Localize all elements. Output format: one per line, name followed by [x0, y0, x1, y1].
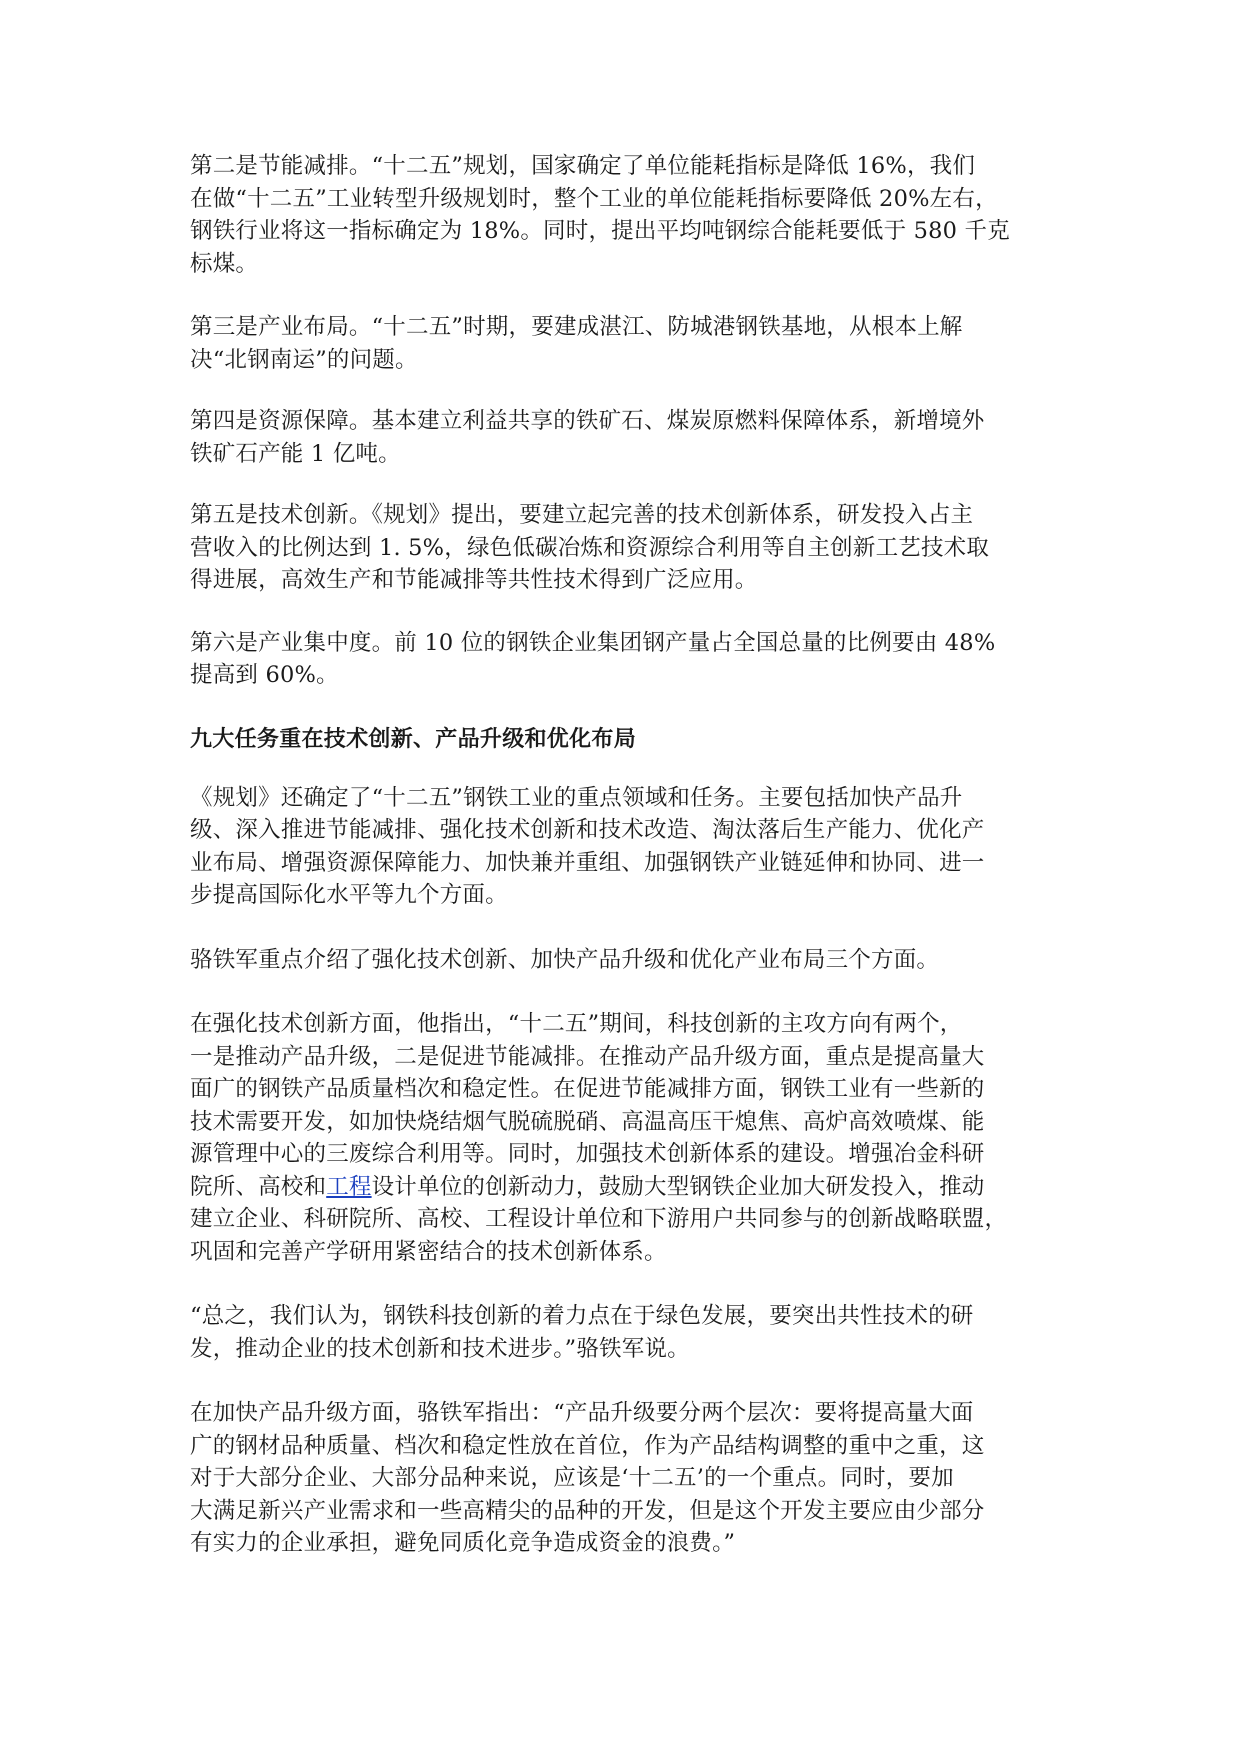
paragraph-tech-innovation-detail: [190, 1008, 1070, 1268]
paragraph-product-upgrade: 在加快产品升级方面，骆铁军指出：“产品升级要分两个层次：要将提高量大面 广的钢材品种质量、档次和稳定性放在首位，作为产品结构调整的重中之重，这 对于大部分企业、大部分品种来说，应该是‘十二五’的一个重点。同时，要加 大满足新兴产业需求和一些高精尖的品种的开发，但是这个开发主要应由少部分 有实力的企业承担，避免同质化竞争造成资金的浪费。”: [190, 1400, 985, 1556]
paragraph-text-after-link: 设计单位的创新动力，鼓励大型钢铁企业加大研发投入，推动 建立企业、科研院所、高校、工程设计单位和下游用户共同参与的创新战略联盟， 巩固和完善产学研用紧密结合的技术创新体系。: [190, 1173, 1008, 1265]
paragraph-industry-layout: 第三是产业布局。“十二五”时期，要建成湛江、防城港钢铁基地，从根本上解 决“北钢南运”的问题。: [190, 314, 963, 373]
paragraph-text-before-link: 在强化技术创新方面，他指出，“十二五”期间，科技创新的主攻方向有两个， 一是推动产品升级，二是促进节能减排。在推动产品升级方面，重点是提高量大 面广的钢铁产品质量档次和稳定性。在促进节能减排方面，钢铁工业有一些新的 技术需要开发，如加快烧结烟气脱硫脱硝、高温高压干熄焦、高炉高效喷煤、能 源管理中心的三废综合利用等。同时，加强技术创新体系的建设。增强冶金科研 院所、高校和: [190, 1011, 985, 1200]
section-heading: 九大任务重在技术创新、产品升级和优化布局: [190, 726, 637, 752]
document-body: [190, 150, 1070, 1592]
paragraph-key-tasks: 《规划》还确定了“十二五”钢铁工业的重点领域和任务。主要包括加快产品升 级、深入推进节能减排、强化技术创新和技术改造、淘汰落后生产能力、优化产 业布局、增强资源保障能力、加快兼并重组、加强钢铁产业链延伸和协同、进一 步提高国际化水平等九个方面。: [190, 784, 985, 908]
paragraph-energy-saving: 第二是节能减排。“十二五”规划，国家确定了单位能耗指标是降低 16%，我们 在做“十二五”工业转型升级规划时，整个工业的单位能耗指标要降低 20%左右， 钢铁行业将这一指标确定为 18%。同时，提出平均吨钢综合能耗要低于 580 千克 标煤。: [190, 153, 1010, 277]
paragraph-resource-security: 第四是资源保障。基本建立利益共享的铁矿石、煤炭原燃料保障体系，新增境外 铁矿石产能 1 亿吨。: [190, 408, 985, 467]
paragraph-quote-green-development: “总之，我们认为，钢铁科技创新的着力点在于绿色发展，要突出共性技术的研 发，推动企业的技术创新和技术进步。”骆铁军说。: [190, 1303, 974, 1362]
paragraph-tech-innovation: 第五是技术创新。《规划》提出，要建立起完善的技术创新体系，研发投入占主 营收入的比例达到 1. 5%，绿色低碳冶炼和资源综合利用等自主创新工艺技术取 得进展，高效生产和节能减排等共性技术得到广泛应用。: [190, 502, 990, 593]
paragraph-three-aspects: 骆铁军重点介绍了强化技术创新、加快产品升级和优化产业布局三个方面。: [190, 946, 940, 973]
engineering-link[interactable]: 工程: [326, 1173, 372, 1200]
paragraph-industry-concentration: 第六是产业集中度。前 10 位的钢铁企业集团钢产量占全国总量的比例要由 48% 提高到 60%。: [190, 629, 996, 688]
